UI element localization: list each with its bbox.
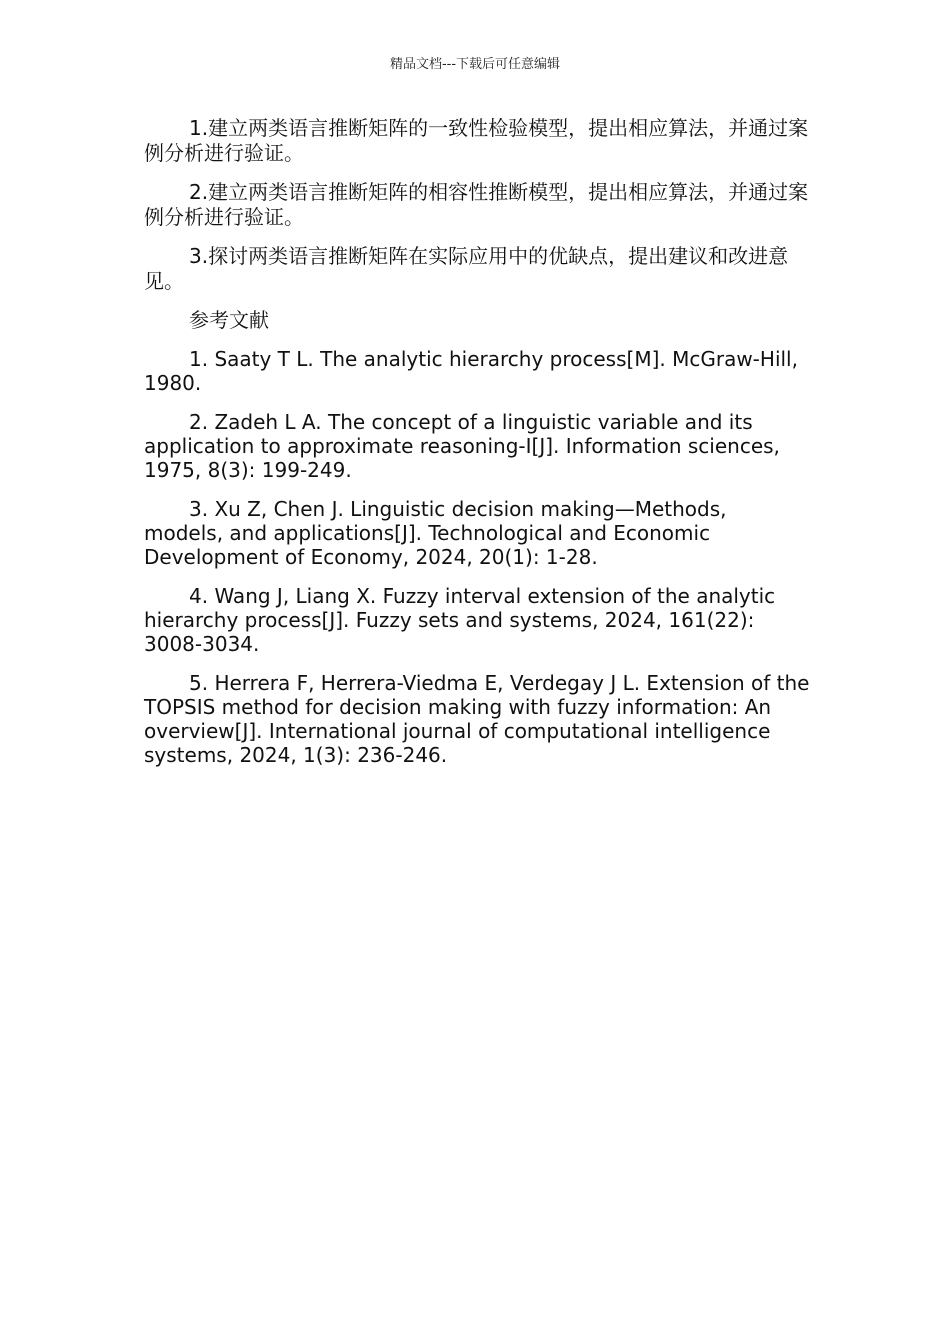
paragraph-1: 1.建立两类语言推断矩阵的一致性检验模型，提出相应算法，并通过案例分析进行验证。 — [144, 116, 809, 165]
reference-item-5: 5. Herrera F, Herrera-Viedma E, Verdegay J L. Extension of the TOPSIS method for decision making with fuzzy information: An overview[J]. International journal of computational intelligence systems, 2024, 1(3): 236-246. — [144, 671, 810, 767]
reference-item-2: 2. Zadeh L A. The concept of a linguistic variable and its application to approximate reasoning-I[J]. Information sciences, 1975, 8(3): 199-249. — [144, 410, 780, 482]
document-body — [144, 116, 810, 782]
reference-item-3: 3. Xu Z, Chen J. Linguistic decision making—Methods, models, and applications[J]. Technological and Economic Development of Economy, 2024, 20(1): 1-28. — [144, 497, 727, 569]
page-header: 精品文档---下载后可任意编辑 — [389, 57, 561, 72]
paragraph-2: 2.建立两类语言推断矩阵的相容性推断模型，提出相应算法，并通过案例分析进行验证。 — [144, 180, 809, 229]
reference-item-4: 4. Wang J, Liang X. Fuzzy interval extension of the analytic hierarchy process[J]. Fuzzy sets and systems, 2024, 161(22): 3008-3034. — [144, 584, 776, 656]
references-heading: 参考文献 — [189, 308, 269, 332]
paragraph-3: 3.探讨两类语言推断矩阵在实际应用中的优缺点，提出建议和改进意见。 — [144, 244, 789, 293]
reference-item-1: 1. Saaty T L. The analytic hierarchy process[M]. McGraw-Hill, 1980. — [144, 347, 798, 395]
